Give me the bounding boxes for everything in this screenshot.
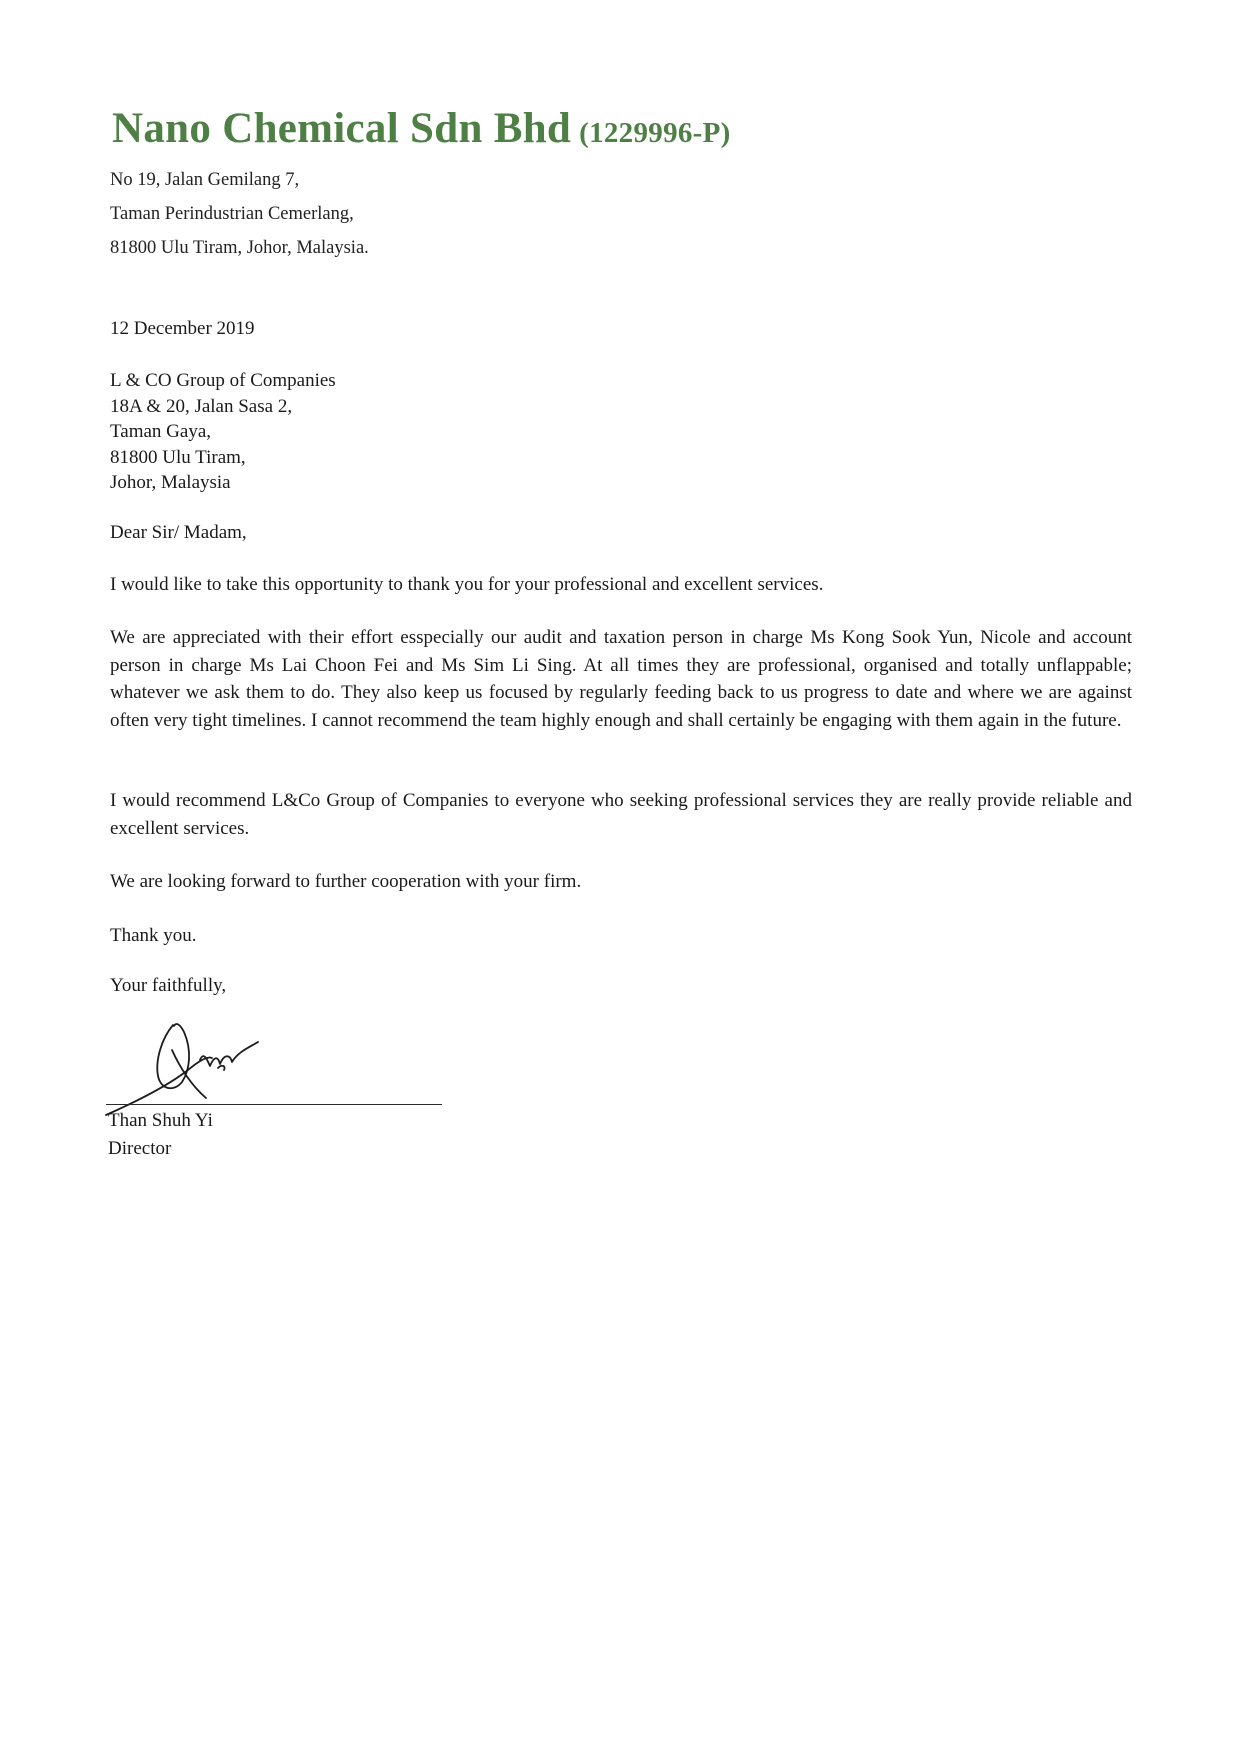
recipient-line: 81800 Ulu Tiram, (110, 446, 246, 468)
body-paragraph: Thank you. (110, 925, 197, 946)
recipient-line: Taman Gaya, (110, 421, 212, 442)
salutation: Dear Sir/ Madam, (110, 522, 247, 543)
address-line: Taman Perindustrian Cemerlang, (110, 204, 354, 224)
body-paragraph: We are looking forward to further cooperation with your firm. (110, 871, 582, 892)
body-paragraph: I would recommend L&Co Group of Companies to everyone who seeking professional services they are really provide reliable and excellent services. (110, 790, 1132, 839)
signatory-title: Director (108, 1138, 172, 1159)
recipient-line: L & CO Group of Companies (110, 370, 336, 391)
signatory-name: Than Shuh Yi (108, 1110, 213, 1131)
recipient-address (110, 368, 336, 496)
body-paragraph: We are appreciated with their effort esspecially our audit and taxation person in charge Ms Kong Sook Yun, Nicole and account person in charge Ms Lai Choon Fei and Ms Sim Li Sing. At all times they are professional, organised and totally unflappable; whatever we ask them to do. They also keep us focused by regularly feeding back to us progress to date and where we are against often very tight timelines. I cannot recommend the team highly enough and shall certainly be engaging with them again in the future. (110, 627, 1132, 731)
letter-date: 12 December 2019 (110, 318, 255, 339)
recipient-line: Johor, Malaysia (110, 472, 231, 493)
recipient-line: 18A & 20, Jalan Sasa 2, (110, 395, 293, 417)
letterhead-company-name (112, 104, 731, 153)
address-line: 81800 Ulu Tiram, Johor, Malaysia. (110, 238, 369, 258)
body-paragraph: I would like to take this opportunity to thank you for your professional and excellent services. (110, 574, 824, 595)
company-name: Nano Chemical Sdn Bhd (112, 105, 572, 152)
letterhead-address (110, 163, 369, 265)
address-line: No 19, Jalan Gemilang 7, (110, 170, 300, 190)
closing-phrase: Your faithfully, (110, 975, 227, 996)
signature-line (106, 1104, 442, 1105)
company-registration-number: (1229996-P) (579, 117, 731, 149)
